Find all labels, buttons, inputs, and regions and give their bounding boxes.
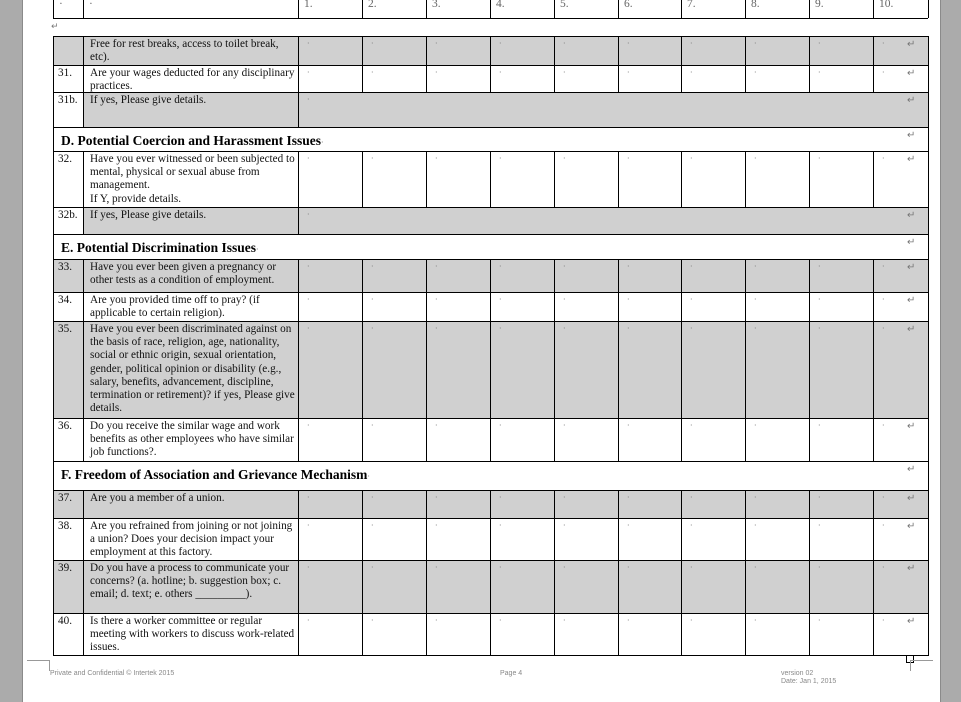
answer-cell-worker-5[interactable]: ·	[554, 36, 618, 65]
answer-cell-worker-3[interactable]: ·	[426, 292, 490, 321]
footer-page-number: Page 4	[500, 670, 523, 677]
answer-cell-worker-8[interactable]: ·	[745, 292, 809, 321]
answer-cell-worker-2[interactable]: ·	[362, 560, 426, 613]
row-end-mark: ↵	[907, 295, 916, 306]
answer-cell-worker-7[interactable]: ·	[681, 560, 745, 613]
answer-cell-worker-7[interactable]: ·	[681, 418, 745, 461]
question-text: Have you ever witnessed or been subjected to mental, physical or sexual abuse from management. If Y, provide details.	[83, 151, 298, 207]
section-header	[53, 461, 928, 490]
header-column-10: 10.	[873, 0, 928, 18]
question-text: Have you ever been given a pregnancy or other tests as a condition of employment.	[83, 259, 298, 292]
answer-cell-worker-2[interactable]: ·	[362, 518, 426, 560]
header-column-1: 1.	[298, 0, 362, 18]
answer-cell-worker-5[interactable]: ·	[554, 518, 618, 560]
header-num-cell: ·	[53, 0, 83, 18]
row-end-mark: ↵	[907, 39, 916, 50]
header-column-9: 9.	[809, 0, 873, 18]
answer-cell-worker-10[interactable]: ·	[873, 560, 928, 613]
paragraph-mark: ↵	[51, 22, 59, 32]
answer-cell-worker-4[interactable]: ·	[490, 65, 554, 92]
header-column-4: 4.	[490, 0, 554, 18]
answer-cell-worker-2[interactable]: ·	[362, 418, 426, 461]
question-text: Is there a worker committee or regular meeting with workers to discuss work-related issues.	[83, 613, 298, 655]
question-number: 38.	[53, 518, 83, 560]
answer-cell-worker-9[interactable]: ·	[809, 292, 873, 321]
header-column-6: 6.	[618, 0, 681, 18]
row-end-mark: ↵	[907, 68, 916, 79]
row-end-mark: ↵	[907, 154, 916, 165]
answer-cell-worker-5[interactable]: ·	[554, 418, 618, 461]
question-number	[53, 36, 83, 65]
question-text: If yes, Please give details.	[83, 207, 298, 234]
answer-cell-worker-4[interactable]: ·	[490, 418, 554, 461]
row-end-mark: ↵	[907, 324, 916, 335]
answer-cell-worker-9[interactable]: ·	[809, 490, 873, 518]
answer-cell-worker-5[interactable]: ·	[554, 560, 618, 613]
header-question-cell: ·	[83, 0, 298, 18]
question-number: 34.	[53, 292, 83, 321]
question-number: 32b.	[53, 207, 83, 234]
header-column-8: 8.	[745, 0, 809, 18]
answer-cell-worker-8[interactable]: ·	[745, 613, 809, 655]
question-text: Are your wages deducted for any disciplinary practices.	[83, 65, 298, 92]
answer-cell-worker-6[interactable]: ·	[618, 560, 681, 613]
answer-cell-worker-3[interactable]: ·	[426, 321, 490, 418]
answer-cell-worker-1[interactable]: ·	[298, 65, 362, 92]
question-text: Have you ever been discriminated against on the basis of race, religion, age, nationality, social or ethnic origin, sexual orientation, gender, political opinion or disability (e.g., salary, benefits, advancement, discipline, termination or retirement)? if yes, Please give details.	[83, 321, 298, 418]
answer-cell-worker-10[interactable]: ·	[873, 36, 928, 65]
answer-cell-worker-4[interactable]: ·	[490, 560, 554, 613]
answer-cell-worker-2[interactable]: ·	[362, 613, 426, 655]
answer-cell-worker-5[interactable]: ·	[554, 321, 618, 418]
header-column-2: 2.	[362, 0, 426, 18]
answer-cell-worker-6[interactable]: ·	[618, 292, 681, 321]
answer-cell-worker-6[interactable]: ·	[618, 321, 681, 418]
answer-cell-worker-8[interactable]: ·	[745, 560, 809, 613]
section-title: D. Potential Coercion and Harassment Issues	[61, 133, 322, 148]
answer-cell-worker-8[interactable]: ·	[745, 418, 809, 461]
answer-cell-worker-8[interactable]: ·	[745, 321, 809, 418]
answer-cell-worker-10[interactable]: ·	[873, 418, 928, 461]
answer-cell-worker-10[interactable]: ·	[873, 292, 928, 321]
answer-cell-worker-7[interactable]: ·	[681, 321, 745, 418]
answer-cell-worker-5[interactable]: ·	[554, 151, 618, 207]
answer-cell-worker-3[interactable]: ·	[426, 259, 490, 292]
question-text: Are you refrained from joining or not joining a union? Does your decision impact your employment at this factory.	[83, 518, 298, 560]
answer-cell-worker-6[interactable]: ·	[618, 518, 681, 560]
footer-confidential: Private and Confidential © Intertek 2015	[50, 670, 175, 677]
question-number: 37.	[53, 490, 83, 518]
answer-cell-worker-10[interactable]: ·	[873, 65, 928, 92]
answer-cell-worker-9[interactable]: ·	[809, 560, 873, 613]
answer-cell-worker-1[interactable]: ·	[298, 292, 362, 321]
answer-cell-worker-4[interactable]: ·	[490, 292, 554, 321]
answer-cell-worker-2[interactable]: ·	[362, 259, 426, 292]
answer-cell-worker-3[interactable]: ·	[426, 560, 490, 613]
answer-cell-worker-10[interactable]: ·	[873, 490, 928, 518]
answer-cell-worker-4[interactable]: ·	[490, 490, 554, 518]
cell-mark: ·	[367, 472, 370, 481]
question-text: Free for rest breaks, access to toilet break, etc).	[83, 36, 298, 65]
question-number: 31.	[53, 65, 83, 92]
answer-cell-worker-4[interactable]: ·	[490, 151, 554, 207]
cell-mark: ·	[256, 245, 259, 254]
answer-cell-worker-4[interactable]: ·	[490, 259, 554, 292]
answer-cell-worker-7[interactable]: ·	[681, 259, 745, 292]
answer-cell-worker-4[interactable]: ·	[490, 613, 554, 655]
answer-cell-worker-10[interactable]: ·	[873, 259, 928, 292]
row-end-mark: ↵	[907, 95, 916, 106]
answer-cell-worker-8[interactable]: ·	[745, 259, 809, 292]
section-header	[53, 127, 928, 151]
answer-cell-worker-9[interactable]: ·	[809, 518, 873, 560]
answer-cell-worker-8[interactable]: ·	[745, 151, 809, 207]
answer-cell-worker-10[interactable]: ·	[873, 151, 928, 207]
row-end-mark: ↵	[907, 616, 916, 627]
answer-cell-worker-6[interactable]: ·	[618, 36, 681, 65]
answer-cell-worker-6[interactable]: ·	[618, 151, 681, 207]
answer-cell-worker-1[interactable]: ·	[298, 490, 362, 518]
answer-cell-worker-1[interactable]: ·	[298, 560, 362, 613]
answer-cell-worker-3[interactable]: ·	[426, 151, 490, 207]
section-title: E. Potential Discrimination Issues	[61, 240, 257, 255]
answer-cell-worker-8[interactable]: ·	[745, 65, 809, 92]
answer-cell-worker-1[interactable]: ·	[298, 518, 362, 560]
answer-cell-worker-4[interactable]: ·	[490, 36, 554, 65]
cell-mark: ·	[321, 138, 324, 147]
answer-cell-worker-4[interactable]: ·	[490, 321, 554, 418]
answer-cell-worker-2[interactable]: ·	[362, 151, 426, 207]
answer-cell-worker-7[interactable]: ·	[681, 613, 745, 655]
answer-cell-worker-9[interactable]: ·	[809, 151, 873, 207]
details-answer-field[interactable]: ·	[298, 92, 928, 127]
question-number: 32.	[53, 151, 83, 207]
answer-cell-worker-10[interactable]: ·	[873, 518, 928, 560]
row-end-mark: ↵	[907, 493, 916, 504]
crop-mark-left	[27, 660, 50, 671]
question-text: Are you a member of a union.	[83, 490, 298, 518]
table-right-border	[928, 36, 929, 655]
details-answer-field[interactable]: ·	[298, 207, 928, 234]
table-bottom-border	[53, 655, 929, 656]
answer-cell-worker-5[interactable]: ·	[554, 613, 618, 655]
answer-cell-worker-1[interactable]: ·	[298, 418, 362, 461]
answer-cell-worker-6[interactable]: ·	[618, 418, 681, 461]
answer-cell-worker-5[interactable]: ·	[554, 65, 618, 92]
footer-date: Date: Jan 1, 2015	[781, 678, 837, 685]
row-end-mark: ↵	[907, 464, 916, 475]
answer-cell-worker-9[interactable]: ·	[809, 418, 873, 461]
answer-cell-worker-1[interactable]: ·	[298, 36, 362, 65]
answer-cell-worker-3[interactable]: ·	[426, 36, 490, 65]
answer-cell-worker-9[interactable]: ·	[809, 613, 873, 655]
answer-cell-worker-2[interactable]: ·	[362, 65, 426, 92]
answer-cell-worker-7[interactable]: ·	[681, 292, 745, 321]
question-number: 36.	[53, 418, 83, 461]
answer-cell-worker-6[interactable]: ·	[618, 490, 681, 518]
answer-cell-worker-9[interactable]: ·	[809, 65, 873, 92]
row-end-mark: ↵	[907, 521, 916, 532]
answer-cell-worker-8[interactable]: ·	[745, 490, 809, 518]
question-text: If yes, Please give details.	[83, 92, 298, 127]
answer-cell-worker-8[interactable]: ·	[745, 518, 809, 560]
question-number: 39.	[53, 560, 83, 613]
question-text: Do you receive the similar wage and work benefits as other employees who have similar job functions?.	[83, 418, 298, 461]
answer-cell-worker-2[interactable]: ·	[362, 292, 426, 321]
answer-cell-worker-10[interactable]: ·	[873, 613, 928, 655]
answer-cell-worker-9[interactable]: ·	[809, 36, 873, 65]
answer-cell-worker-7[interactable]: ·	[681, 65, 745, 92]
row-end-mark: ↵	[907, 563, 916, 574]
answer-cell-worker-5[interactable]: ·	[554, 490, 618, 518]
footer-version: version 02	[781, 670, 814, 677]
answer-cell-worker-2[interactable]: ·	[362, 321, 426, 418]
answer-cell-worker-8[interactable]: ·	[745, 36, 809, 65]
header-column-7: 7.	[681, 0, 745, 18]
crop-mark-right	[910, 660, 933, 671]
question-number: 35.	[53, 321, 83, 418]
row-end-mark: ↵	[907, 421, 916, 432]
answer-cell-worker-9[interactable]: ·	[809, 321, 873, 418]
answer-cell-worker-3[interactable]: ·	[426, 518, 490, 560]
section-header	[53, 234, 928, 259]
header-column-5: 5.	[554, 0, 618, 18]
answer-cell-worker-2[interactable]: ·	[362, 36, 426, 65]
answer-cell-worker-3[interactable]: ·	[426, 418, 490, 461]
answer-cell-worker-7[interactable]: ·	[681, 151, 745, 207]
row-end-mark: ↵	[907, 210, 916, 221]
answer-cell-worker-9[interactable]: ·	[809, 259, 873, 292]
answer-cell-worker-7[interactable]: ·	[681, 36, 745, 65]
answer-cell-worker-5[interactable]: ·	[554, 292, 618, 321]
answer-cell-worker-7[interactable]: ·	[681, 518, 745, 560]
question-number: 31b.	[53, 92, 83, 127]
answer-cell-worker-6[interactable]: ·	[618, 65, 681, 92]
answer-cell-worker-3[interactable]: ·	[426, 613, 490, 655]
section-title: F. Freedom of Association and Grievance Mechanism	[61, 467, 368, 482]
header-right-border	[928, 0, 929, 18]
answer-cell-worker-3[interactable]: ·	[426, 490, 490, 518]
row-end-mark: ↵	[907, 262, 916, 273]
answer-cell-worker-7[interactable]: ·	[681, 490, 745, 518]
answer-cell-worker-10[interactable]: ·	[873, 321, 928, 418]
answer-cell-worker-4[interactable]: ·	[490, 518, 554, 560]
answer-cell-worker-3[interactable]: ·	[426, 65, 490, 92]
question-number: 33.	[53, 259, 83, 292]
answer-cell-worker-5[interactable]: ·	[554, 259, 618, 292]
answer-cell-worker-1[interactable]: ·	[298, 151, 362, 207]
header-column-3: 3.	[426, 0, 490, 18]
row-end-mark: ↵	[907, 237, 916, 248]
row-end-mark: ↵	[907, 130, 916, 141]
answer-cell-worker-1[interactable]: ·	[298, 321, 362, 418]
answer-cell-worker-2[interactable]: ·	[362, 490, 426, 518]
question-text: Do you have a process to communicate your concerns? (a. hotline; b. suggestion box; c. email; d. text; e. others _________).	[83, 560, 298, 613]
header-bottom-border	[53, 18, 928, 19]
answer-cell-worker-1[interactable]: ·	[298, 259, 362, 292]
question-number: 40.	[53, 613, 83, 655]
question-text: Are you provided time off to pray? (if applicable to certain religion).	[83, 292, 298, 321]
answer-cell-worker-1[interactable]: ·	[298, 613, 362, 655]
answer-cell-worker-6[interactable]: ·	[618, 613, 681, 655]
answer-cell-worker-6[interactable]: ·	[618, 259, 681, 292]
